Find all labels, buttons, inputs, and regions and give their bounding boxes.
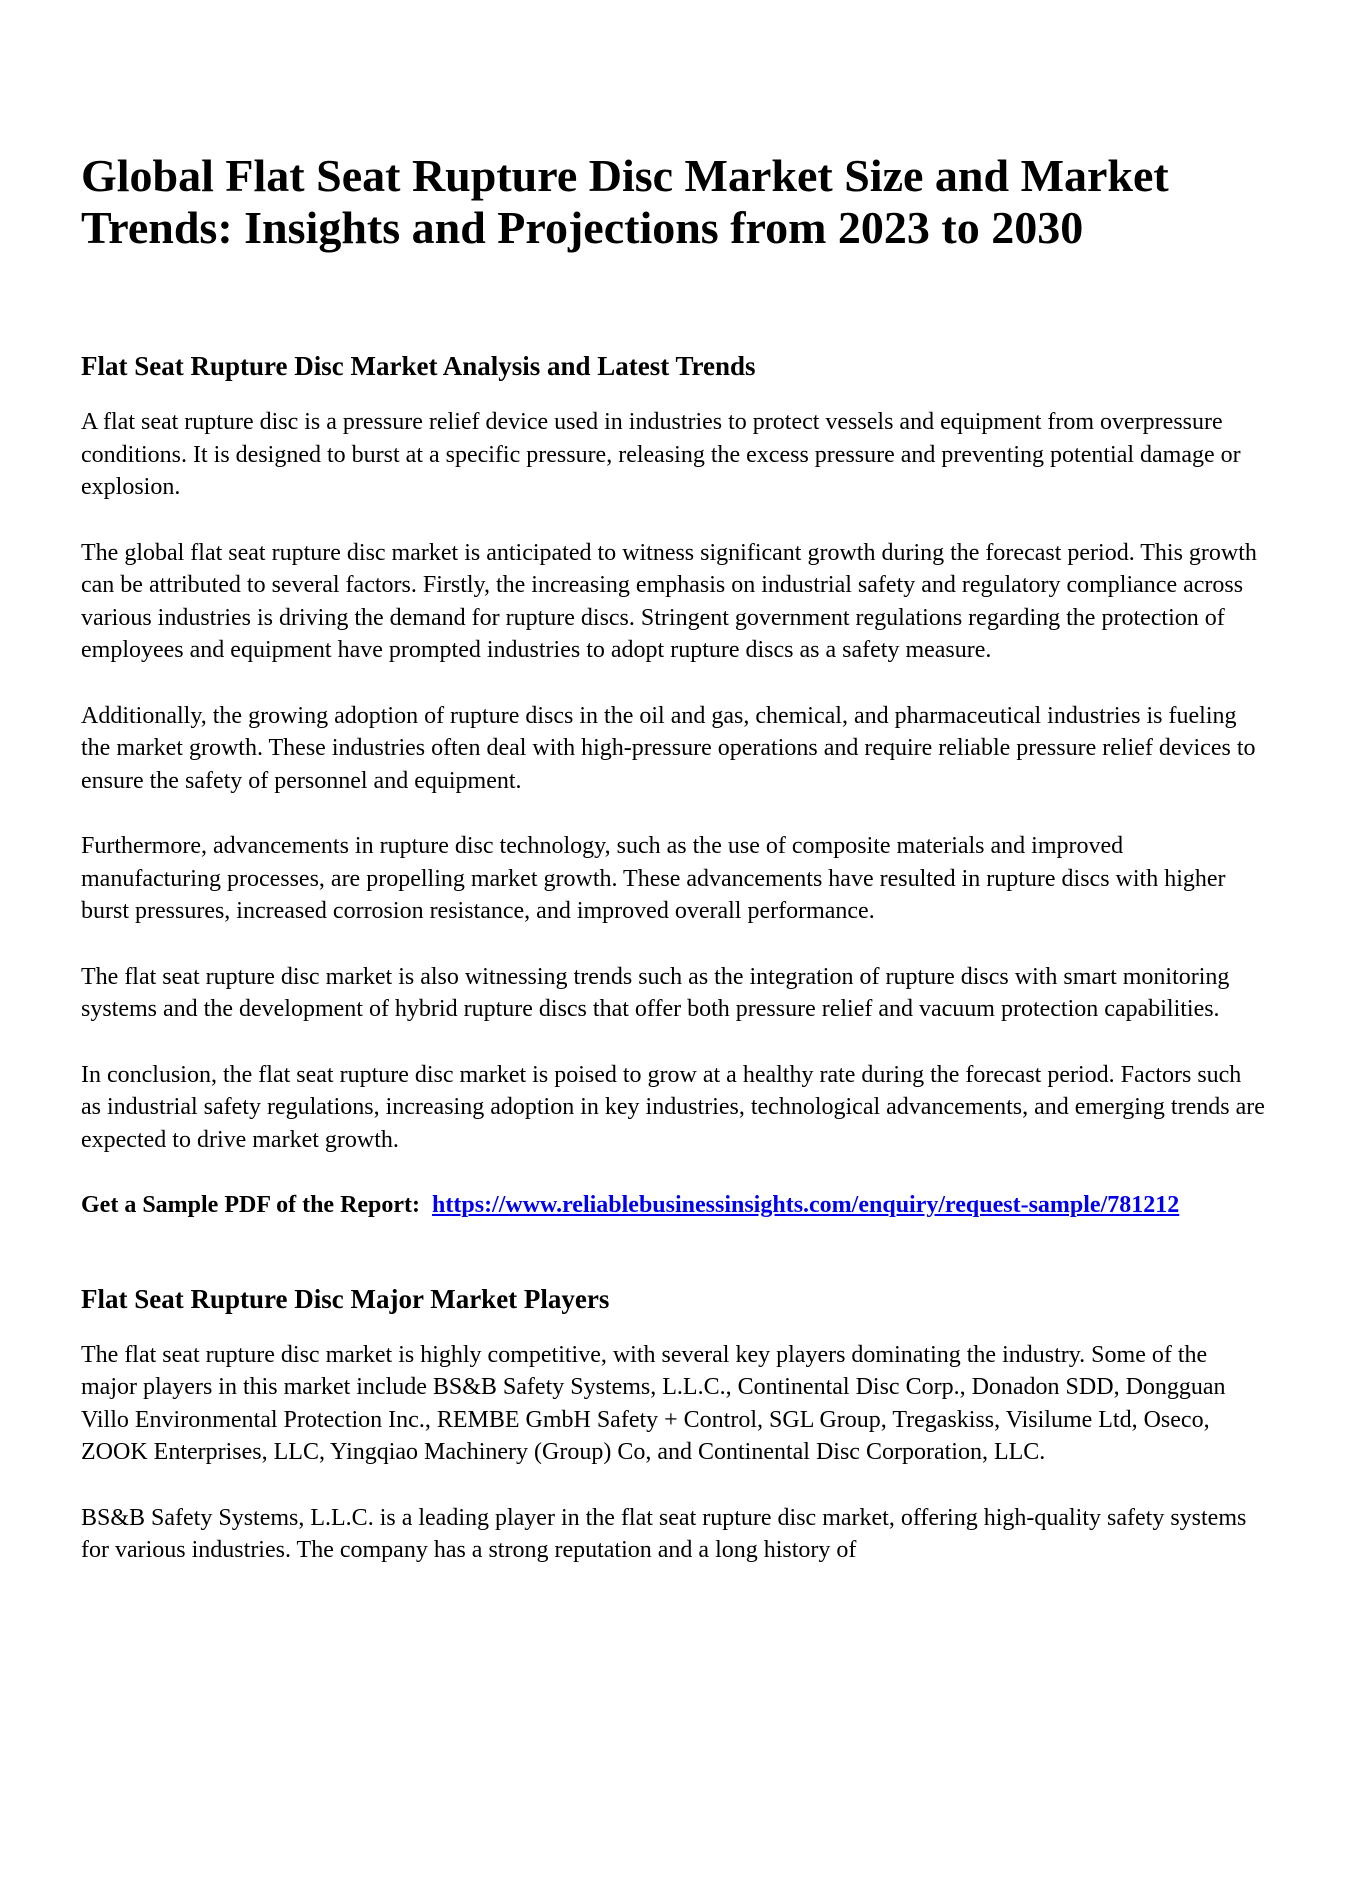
analysis-paragraph-3: Additionally, the growing adoption of rupture discs in the oil and gas, chemical, and pharmaceutical industries is fueling the market growth. These industries often deal with high-pressure operations and require reliable pressure relief devices to ensure the safety of personnel and equipment. bbox=[81, 702, 1256, 794]
sample-report-link[interactable]: https://www.reliablebusinessinsights.com/enquiry/request-sample/781212 bbox=[432, 1192, 1180, 1219]
sample-report-line bbox=[81, 1189, 1265, 1222]
section-heading-players: Flat Seat Rupture Disc Major Market Players bbox=[81, 1283, 610, 1314]
analysis-paragraph-1: A flat seat rupture disc is a pressure relief device used in industries to protect vessels and equipment from overpressure conditions. It is designed to burst at a specific pressure, releasing the excess pressure and preventing potential damage or explosion. bbox=[81, 409, 1241, 501]
players-paragraph-1: The flat seat rupture disc market is highly competitive, with several key players dominating the industry. Some of the major players in this market include BS&B Safety Systems, L.L.C., Continental Disc Corp., Donadon SDD, Dongguan Villo Environmental Protection Inc., REMBE GmbH Safety + Control, SGL Group, Tregaskiss, Visilume Ltd, Oseco, ZOOK Enterprises, LLC, Yingqiao Machinery (Group) Co, and Continental Disc Corporation, LLC. bbox=[81, 1341, 1226, 1466]
analysis-paragraph-2: The global flat seat rupture disc market is anticipated to witness significant growth during the forecast period. This growth can be attributed to several factors. Firstly, the increasing emphasis on industrial safety and regulatory compliance across various industries is driving the demand for rupture discs. Stringent government regulations regarding the protection of employees and equipment have prompted industries to adopt rupture discs as a safety measure. bbox=[81, 539, 1257, 664]
analysis-paragraph-4: Furthermore, advancements in rupture disc technology, such as the use of composite materials and improved manufacturing processes, are propelling market growth. These advancements have resulted in rupture discs with higher burst pressures, increased corrosion resistance, and improved overall performance. bbox=[81, 833, 1226, 925]
sample-report-label: Get a Sample PDF of the Report: bbox=[81, 1192, 421, 1219]
article-title: Global Flat Seat Rupture Disc Market Size and Market Trends: Insights and Projections from 2023 to 2030 bbox=[81, 150, 1169, 253]
players-paragraph-2: BS&B Safety Systems, L.L.C. is a leading player in the flat seat rupture disc market, offering high-quality safety systems for various industries. The company has a strong reputation and a long history of bbox=[81, 1504, 1247, 1564]
analysis-paragraph-6: In conclusion, the flat seat rupture disc market is poised to grow at a healthy rate during the forecast period. Factors such as industrial safety regulations, increasing adoption in key industries, technological advancements, and emerging trends are expected to drive market growth. bbox=[81, 1061, 1265, 1153]
section-heading-analysis: Flat Seat Rupture Disc Market Analysis and Latest Trends bbox=[81, 350, 756, 381]
analysis-paragraph-5: The flat seat rupture disc market is also witnessing trends such as the integration of rupture discs with smart monitoring systems and the development of hybrid rupture discs that offer both pressure relief and vacuum protection capabilities. bbox=[81, 963, 1230, 1023]
